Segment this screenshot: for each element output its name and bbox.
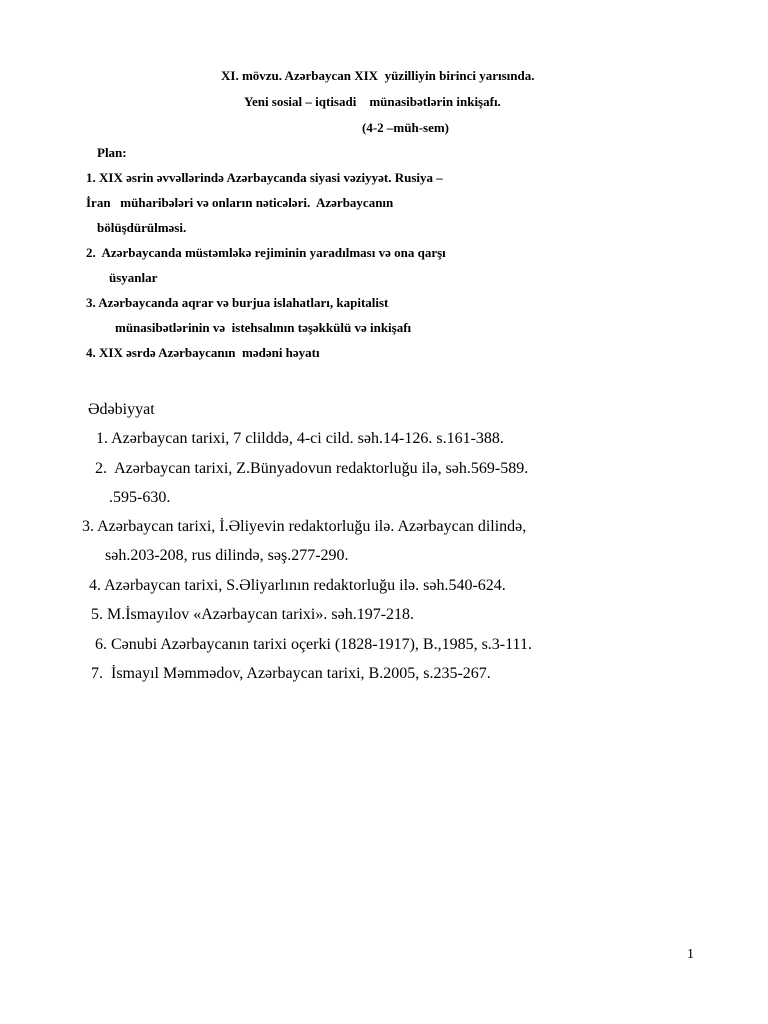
literature-item: .595-630.: [109, 489, 171, 506]
title-line-2: Yeni sosial – iqtisadi münasibətlərin inkişafı.: [244, 94, 501, 109]
title-line-3: (4-2 –müh-sem): [362, 120, 450, 135]
plan-item: 2. Azərbaycanda müstəmləkə rejiminin yaradılması və ona qarşı: [86, 245, 446, 260]
plan-item: 3. Azərbaycanda aqrar və burjua islahatları, kapitalist: [86, 295, 389, 310]
literature-item: səh.203-208, rus dilində, səş.277-290.: [105, 547, 349, 564]
title-line-1: XI. mövzu. Azərbaycan XIX yüzilliyin birinci yarısında.: [221, 68, 535, 83]
plan-item: 4. XIX əsrdə Azərbaycanın mədəni həyatı: [86, 345, 320, 360]
literature-item: 1. Azərbaycan tarixi, 7 clilddə, 4-ci cild. səh.14-126. s.161-388.: [96, 430, 504, 447]
plan-item: üsyanlar: [109, 270, 158, 285]
literature-item: 3. Azərbaycan tarixi, İ.Əliyevin redaktorluğu ilə. Azərbaycan dilində,: [82, 518, 527, 535]
literature-item: 4. Azərbaycan tarixi, S.Əliyarlının redaktorluğu ilə. səh.540-624.: [89, 577, 506, 594]
literature-item: 2. Azərbaycan tarixi, Z.Bünyadovun redaktorluğu ilə, səh.569-589.: [95, 460, 529, 477]
plan-item: İran müharibələri və onların nəticələri. Azərbaycanın: [86, 195, 394, 210]
literature-heading: Ədəbiyyat: [88, 401, 155, 418]
plan-item: 1. XIX əsrin əvvəllərində Azərbaycanda siyasi vəziyyət. Rusiya –: [86, 170, 443, 185]
plan-heading: Plan:: [97, 145, 127, 160]
literature-item: 7. İsmayıl Məmmədov, Azərbaycan tarixi, B.2005, s.235-267.: [91, 665, 491, 682]
plan-item: münasibətlərinin və istehsalının təşəkkülü və inkişafı: [115, 320, 412, 335]
literature-item: 5. M.İsmayılov «Azərbaycan tarixi». səh.197-218.: [91, 606, 415, 623]
plan-item: bölüşdürülməsi.: [97, 220, 187, 235]
literature-item: 6. Cənubi Azərbaycanın tarixi oçerki (1828-1917), B.,1985, s.3-111.: [95, 636, 532, 653]
page-number: 1: [687, 947, 694, 962]
